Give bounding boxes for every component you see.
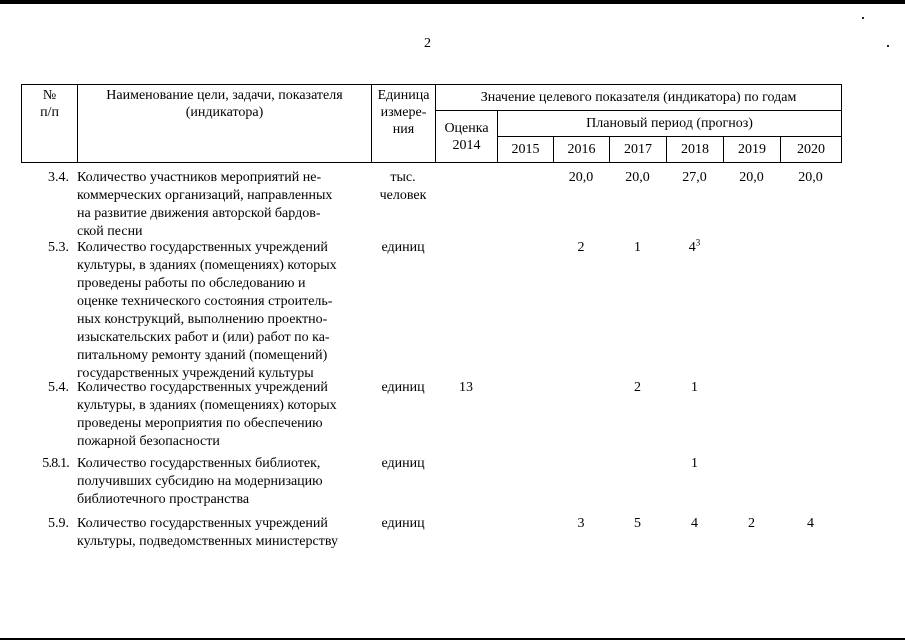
row-value-2017: 1 (634, 240, 641, 255)
row-indicator-name: Количество участников мероприятий не- коммерческих организаций, направленных на развитие движения авторской бардов- ской песни (77, 170, 333, 239)
row-value-2017: 2 (634, 380, 641, 395)
row-value-2019: 2 (748, 516, 755, 531)
scan-speck (887, 45, 889, 47)
header-values: Значение целевого показателя (индикатора) по годам (436, 85, 842, 111)
footnote-marker: 3 (695, 237, 701, 248)
row-value-2018-number: 4 (688, 240, 696, 255)
row-indicator-name: Количество государственных учреждений культуры, в зданиях (помещениях) которых проведены работы по обследованию и оценке технического состояния строитель- ных конструкций, выполнению проектно- изыскательских работ и (или) работ по ка- питальному ремонту зданий (помещений) государственных учреждений культуры (77, 240, 337, 381)
row-number: 5.3. (48, 240, 69, 255)
row-value-2018: 1 (691, 456, 698, 471)
row-value-2018 (666, 239, 723, 257)
header-year: 2015 (498, 137, 554, 163)
row-value-2017: 20,0 (625, 170, 650, 185)
header-year: 2018 (667, 137, 724, 163)
row-number: 5.9. (48, 516, 69, 531)
row-value-2014: 13 (459, 380, 473, 395)
row-unit: единиц (381, 456, 425, 471)
header-year: 2019 (724, 137, 781, 163)
row-number: 3.4. (48, 170, 69, 185)
row-value-2018: 1 (691, 380, 698, 395)
row-value-2020: 20,0 (798, 170, 823, 185)
row-unit: тыс. человек (379, 170, 427, 203)
row-number: 5.4. (48, 380, 69, 395)
header-year: 2017 (610, 137, 667, 163)
row-indicator-name: Количество государственных библиотек, получивших субсидию на модернизацию библиотечного пространства (77, 456, 323, 507)
row-value-2018: 27,0 (682, 170, 707, 185)
page-number: 2 (424, 36, 431, 51)
header-num: № п/п (22, 85, 78, 163)
scan-speck (862, 17, 864, 19)
row-unit: единиц (381, 240, 425, 255)
row-value-2017: 5 (634, 516, 641, 531)
row-value-2016: 2 (577, 240, 585, 255)
row-value-2018: 4 (691, 516, 698, 531)
indicator-table-header (21, 84, 842, 163)
header-estimate: Оценка 2014 (436, 111, 498, 163)
row-indicator-name: Количество государственных учреждений культуры, подведомственных министерству (77, 516, 338, 549)
row-value-2020: 4 (807, 516, 814, 531)
header-name: Наименование цели, задачи, показателя (индикатора) (78, 85, 372, 163)
top-border-line (0, 0, 905, 4)
row-value-2016: 3 (577, 516, 585, 531)
row-unit: единиц (381, 516, 425, 531)
row-value-2019: 20,0 (739, 170, 764, 185)
header-plan: Плановый период (прогноз) (498, 111, 842, 137)
header-year: 2020 (781, 137, 842, 163)
header-unit: Единица измере-ния (372, 85, 436, 163)
header-year: 2016 (554, 137, 610, 163)
row-value-2016: 20,0 (568, 170, 594, 185)
row-unit: единиц (381, 380, 425, 395)
row-number: 5.8.1. (42, 456, 69, 471)
row-indicator-name: Количество государственных учреждений культуры, в зданиях (помещениях) которых проведены мероприятия по обеспечению пожарной безопасности (77, 380, 337, 449)
